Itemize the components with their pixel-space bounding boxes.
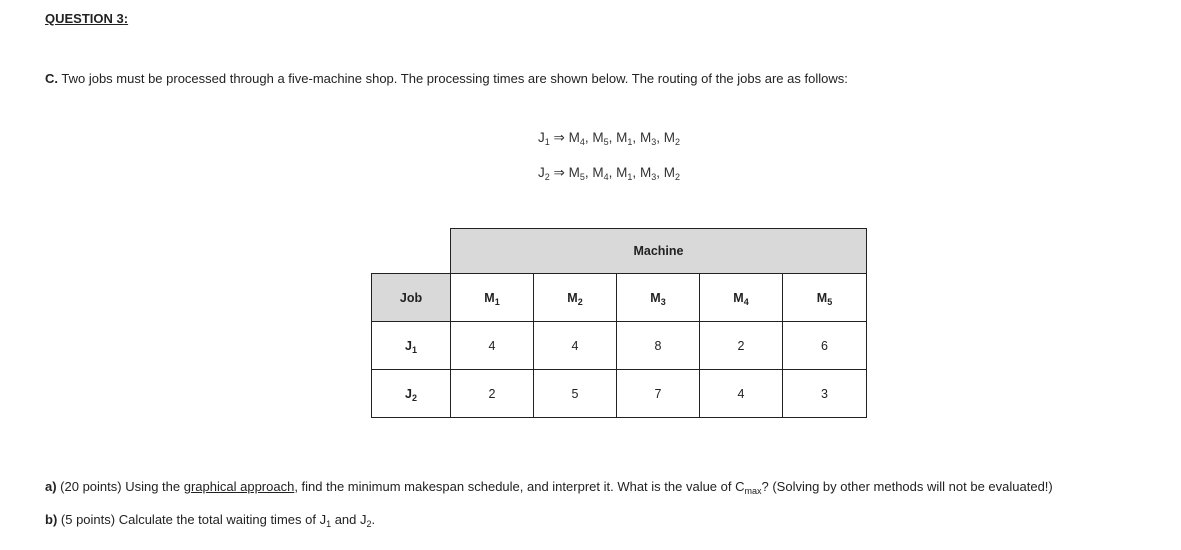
job-cell: $J_1$ bbox=[372, 322, 451, 370]
part-c-label: C. bbox=[45, 71, 58, 86]
question-a-label: a) bbox=[45, 479, 57, 494]
question-b-text: . bbox=[371, 512, 376, 527]
question-title bbox=[45, 11, 128, 26]
table-row bbox=[372, 322, 867, 370]
time-cell: 8 bbox=[617, 322, 700, 370]
machine-header-m3: $M_3$ bbox=[617, 274, 700, 322]
machine-header-m1: $M_1$ bbox=[451, 274, 534, 322]
route-machine: $M_1$ bbox=[616, 165, 633, 182]
machine-header-m4: $M_4$ bbox=[700, 274, 783, 322]
time-cell: 2 bbox=[451, 370, 534, 418]
route-job-label: $J_1$ bbox=[538, 130, 550, 147]
time-cell: 6 bbox=[783, 322, 867, 370]
part-c-paragraph bbox=[45, 71, 848, 86]
job-column-header: Job bbox=[372, 274, 451, 322]
table-header-row bbox=[372, 274, 867, 322]
route-job-label: $J_2$ bbox=[538, 165, 550, 182]
graphical-approach-text: graphical approach bbox=[183, 479, 295, 494]
time-cell: 4 bbox=[451, 322, 534, 370]
route-machine: $M_5$ bbox=[592, 130, 609, 147]
time-cell: 4 bbox=[534, 322, 617, 370]
question-a-text: (20 points) Using the bbox=[56, 479, 184, 494]
machine-header-m2: $M_2$ bbox=[534, 274, 617, 322]
question-b: b) (5 points) Calculate the total waiting times of $J_1$ and $J_2$. bbox=[45, 512, 376, 529]
question-b-text: and J bbox=[331, 512, 367, 527]
job-cell: $J_2$ bbox=[372, 370, 451, 418]
question-title-text: QUESTION 3 bbox=[45, 11, 124, 26]
table-row bbox=[372, 370, 867, 418]
question-b-label: b) bbox=[45, 512, 58, 527]
machine-group-header: Machine bbox=[451, 229, 867, 274]
route-machine: $M_3$ bbox=[639, 165, 657, 182]
processing-times-table bbox=[371, 228, 867, 418]
machine-header-m5: $M_5$ bbox=[783, 274, 867, 322]
question-title-colon: : bbox=[123, 11, 129, 26]
question-a bbox=[45, 479, 1053, 494]
route-job-2: $J_2$ ⇒ $M_5$, $M_4$, $M_1$, $M_3$, $M_2$ bbox=[538, 165, 680, 182]
route-machine: $M_2$ bbox=[663, 165, 680, 182]
time-cell: 7 bbox=[617, 370, 700, 418]
route-machine: $M_1$ bbox=[616, 130, 633, 147]
empty-corner-cell bbox=[372, 229, 451, 274]
cmax-subscript: max bbox=[744, 486, 762, 496]
route-machine: $M_4$ bbox=[592, 165, 609, 182]
question-a-text: ? (Solving by other methods will not be evaluated!) bbox=[761, 479, 1053, 494]
table-group-header-row bbox=[372, 229, 867, 274]
route-machine: $M_2$ bbox=[663, 130, 680, 147]
time-cell: 4 bbox=[700, 370, 783, 418]
route-job-1: $J_1$ ⇒ $M_4$, $M_5$, $M_1$, $M_3$, $M_2$ bbox=[538, 130, 680, 147]
time-cell: 5 bbox=[534, 370, 617, 418]
route-arrow: ⇒ bbox=[549, 130, 569, 145]
question-a-text: , find the minimum makespan schedule, and interpret it. What is the value of C bbox=[294, 479, 745, 494]
part-c-text: Two jobs must be processed through a five-machine shop. The processing times are shown below. The routing of the jobs are as follows: bbox=[58, 71, 848, 86]
route-machine: $M_3$ bbox=[639, 130, 657, 147]
route-arrow: ⇒ bbox=[549, 165, 569, 180]
question-b-text: (5 points) Calculate the total waiting times of J bbox=[57, 512, 327, 527]
route-machine: $M_4$ bbox=[568, 130, 585, 147]
time-cell: 2 bbox=[700, 322, 783, 370]
route-machine: $M_5$ bbox=[568, 165, 585, 182]
time-cell: 3 bbox=[783, 370, 867, 418]
